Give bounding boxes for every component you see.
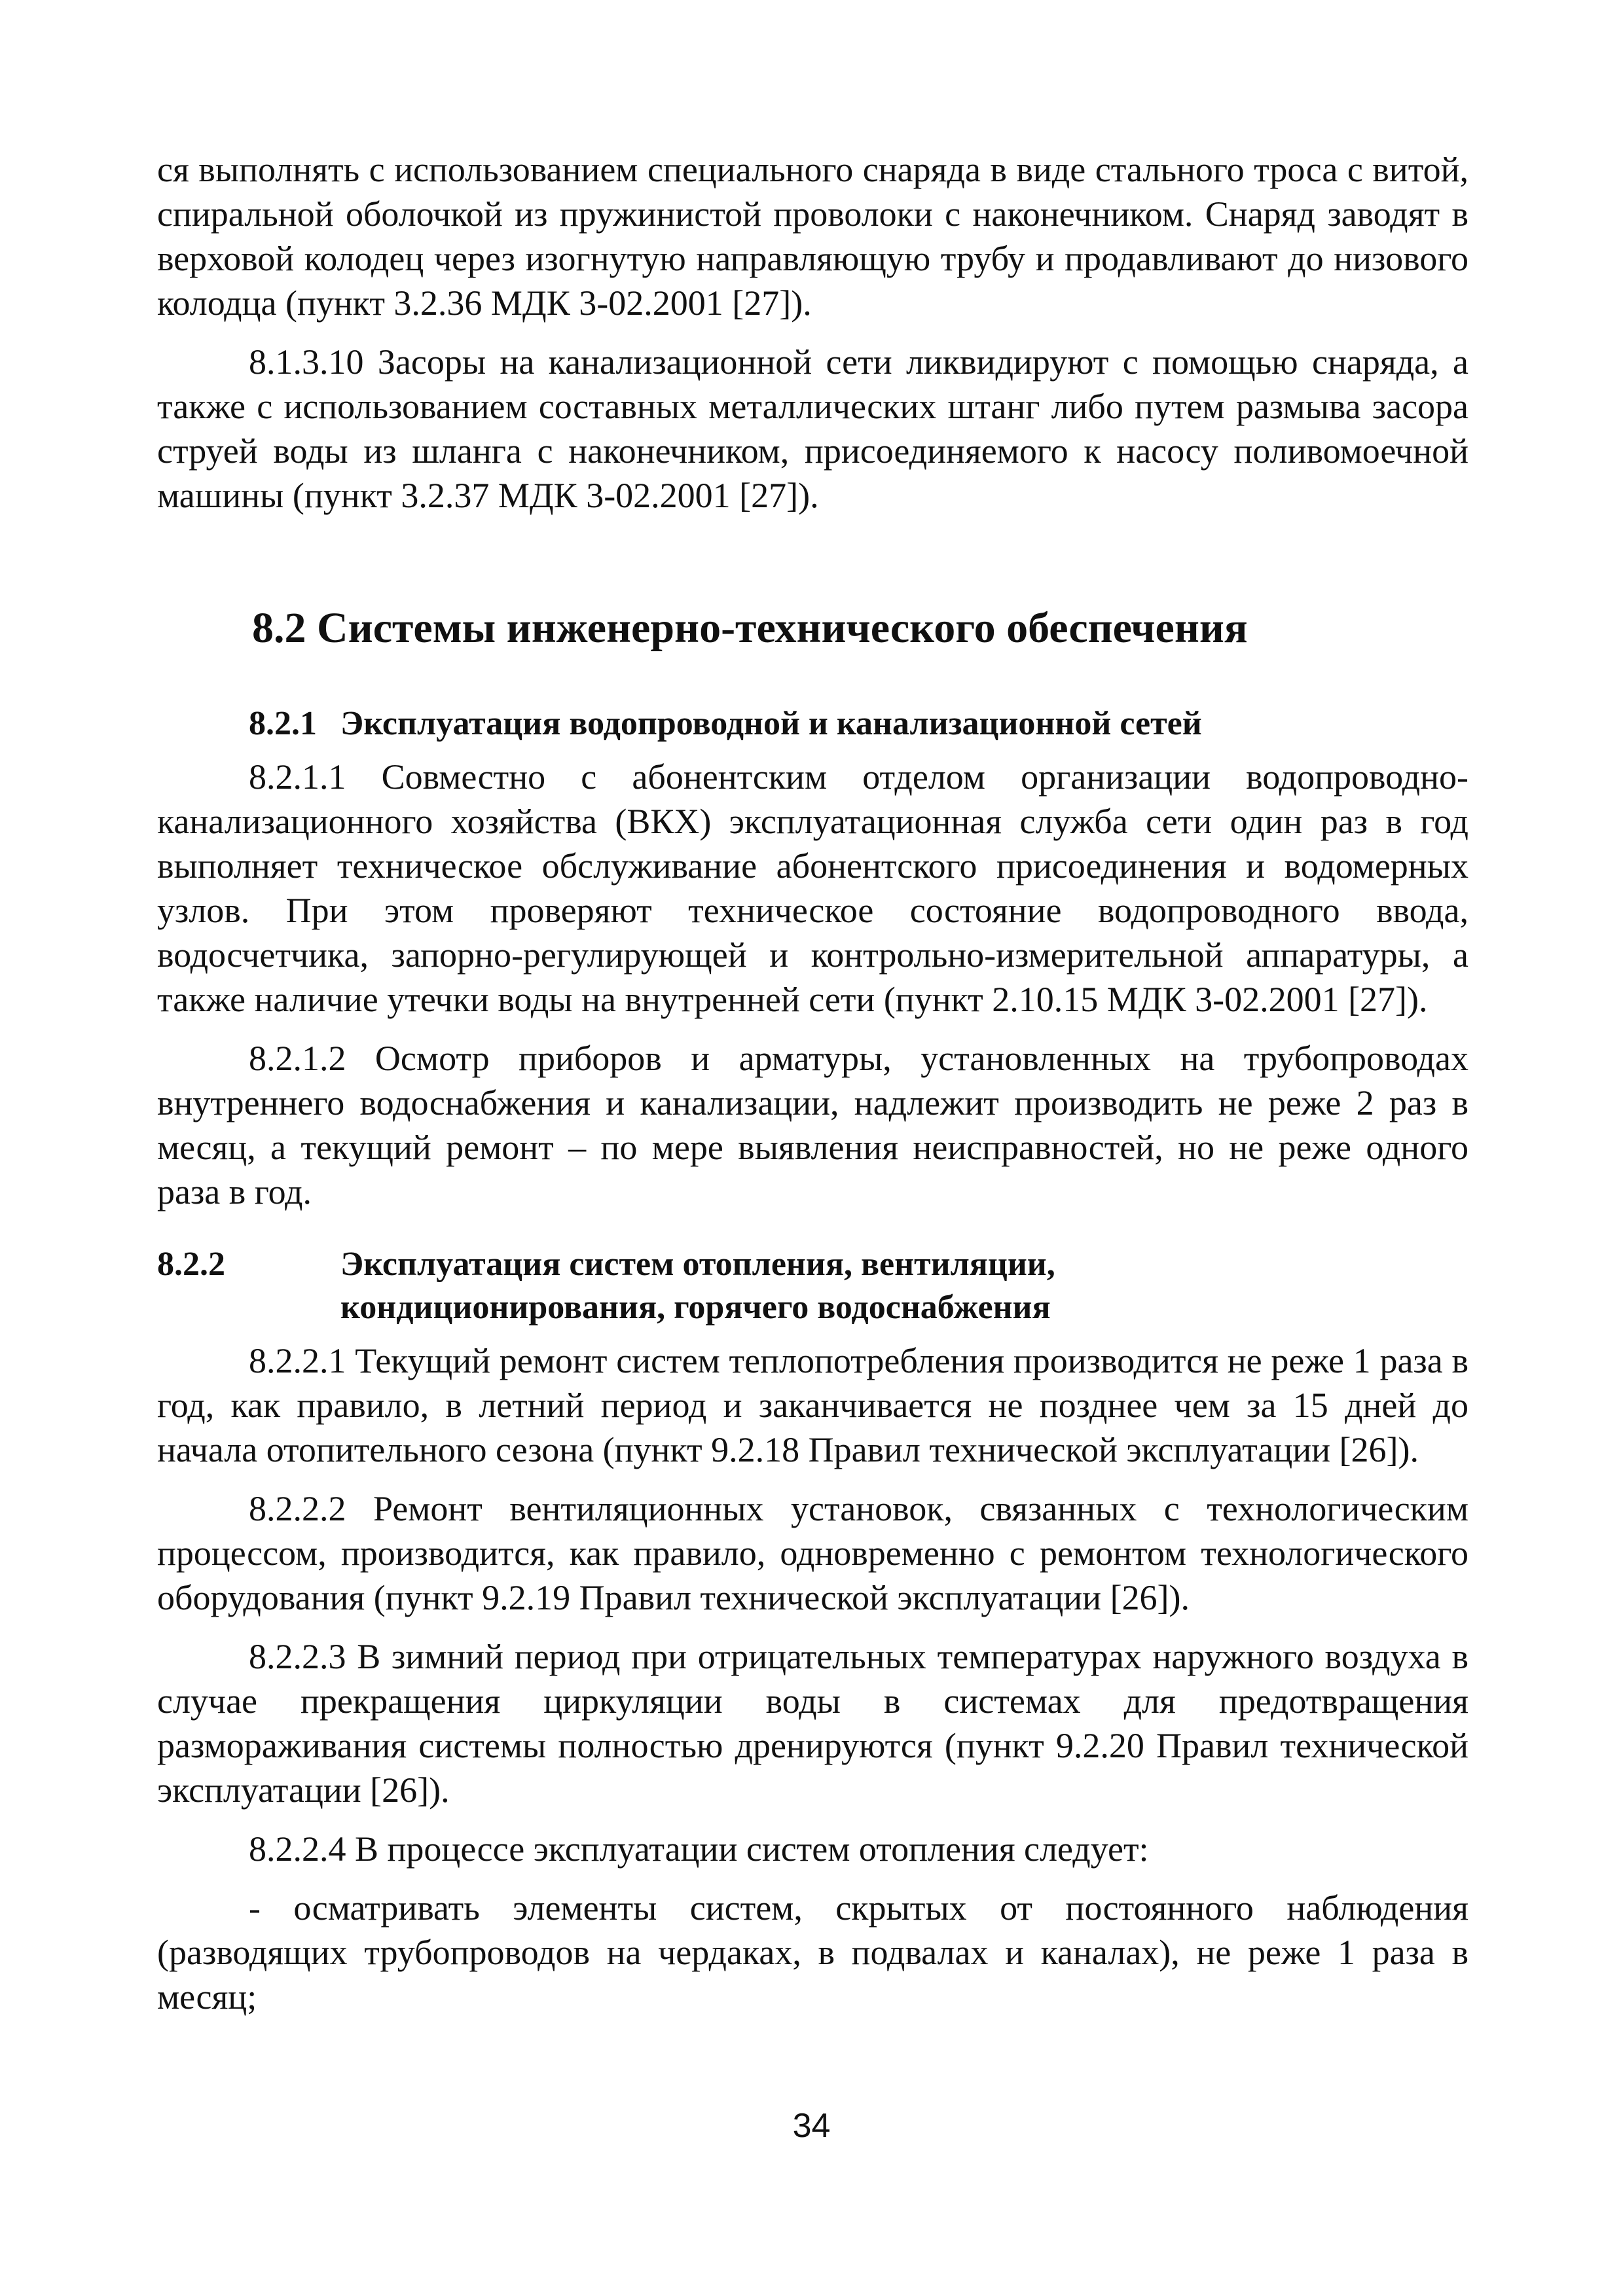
subsection-heading-8-2-1 (157, 702, 1468, 745)
paragraph-8-2-2-3: 8.2.2.3 В зимний период при отрицательных температурах наружного воздуха в случае прекращения циркуляции воды в системах для предотвращения размораживания системы полностью дренируются (пункт 9.2.20 Правил технической эксплуатации [26]). (157, 1637, 1468, 1810)
subsection-title-line2: кондиционирования, горячего водоснабжения (340, 1289, 1051, 1326)
paragraph-8-2-1-1: 8.2.1.1 Совместно с абонентским отделом организации водопроводно-канализационного хозяйства (ВКХ) эксплуатационная служба сети один раз в год выполняет техническое обслуживание абонентского присоединения и водомерных узлов. При этом проверяют техническое состояние водопроводного ввода, водосчетчика, запорно-регулирующей и контрольно-измерительной аппаратуры, а также наличие утечки воды на внутренней сети (пункт 2.10.15 МДК 3-02.2001 [27]). (157, 757, 1468, 1019)
paragraph-8-2-2-1: 8.2.2.1 Текущий ремонт систем теплопотребления производится не реже 1 раза в год, как правило, в летний период и заканчивается не позднее чем за 15 дней до начала отопительного сезона (пункт 9.2.18 Правил технической эксплуатации [26]). (157, 1341, 1468, 1469)
subsection-number: 8.2.1 (249, 705, 317, 742)
page-content (157, 147, 1468, 2034)
paragraph-8-2-2-2: 8.2.2.2 Ремонт вентиляционных установок, связанных с технологическим процессом, производится, как правило, одновременно с ремонтом технологического оборудования (пункт 9.2.19 Правил технической эксплуатации [26]). (157, 1489, 1468, 1617)
subsection-heading-8-2-2 (157, 1243, 1468, 1329)
list-item-inspect: - осматривать элементы систем, скрытых от постоянного наблюдения (разводящих трубопроводов на чердаках, в подвалах и каналах), не реже 1 раза в месяц; (157, 1888, 1468, 2017)
paragraph-8-2-2-4: 8.2.2.4 В процессе эксплуатации систем отопления следует: (249, 1829, 1149, 1869)
paragraph-continuation: ся выполнять с использованием специального снаряда в виде стального троса с витой, спиральной оболочкой из пружинистой проволоки с наконечником. Снаряд заводят в верховой колодец через изогнутую направляющую трубу и продавливают до низового колодца (пункт 3.2.36 МДК 3-02.2001 [27]). (157, 150, 1468, 323)
subsection-title: Эксплуатация водопроводной и канализационной сетей (340, 705, 1202, 742)
page-number: 34 (792, 2107, 831, 2145)
paragraph-8-2-1-2: 8.2.1.2 Осмотр приборов и арматуры, установленных на трубопроводах внутреннего водоснабжения и канализации, надлежит производить не реже 2 раз в месяц, а текущий ремонт – по мере выявления неисправностей, но не реже одного раза в год. (157, 1039, 1468, 1211)
subsection-title-line1: Эксплуатация систем отопления, вентиляции, (340, 1246, 1055, 1283)
section-heading-8-2: 8.2 Системы инженерно-технического обеспечения (252, 604, 1248, 652)
subsection-number: 8.2.2 (157, 1246, 225, 1283)
paragraph-8-1-3-10: 8.1.3.10 Засоры на канализационной сети ликвидируют с помощью снаряда, а также с использованием составных металлических штанг либо путем размыва засора струей воды из шланга с наконечником, присоединяемого к насосу поливомоечной машины (пункт 3.2.37 МДК 3-02.2001 [27]). (157, 342, 1468, 515)
